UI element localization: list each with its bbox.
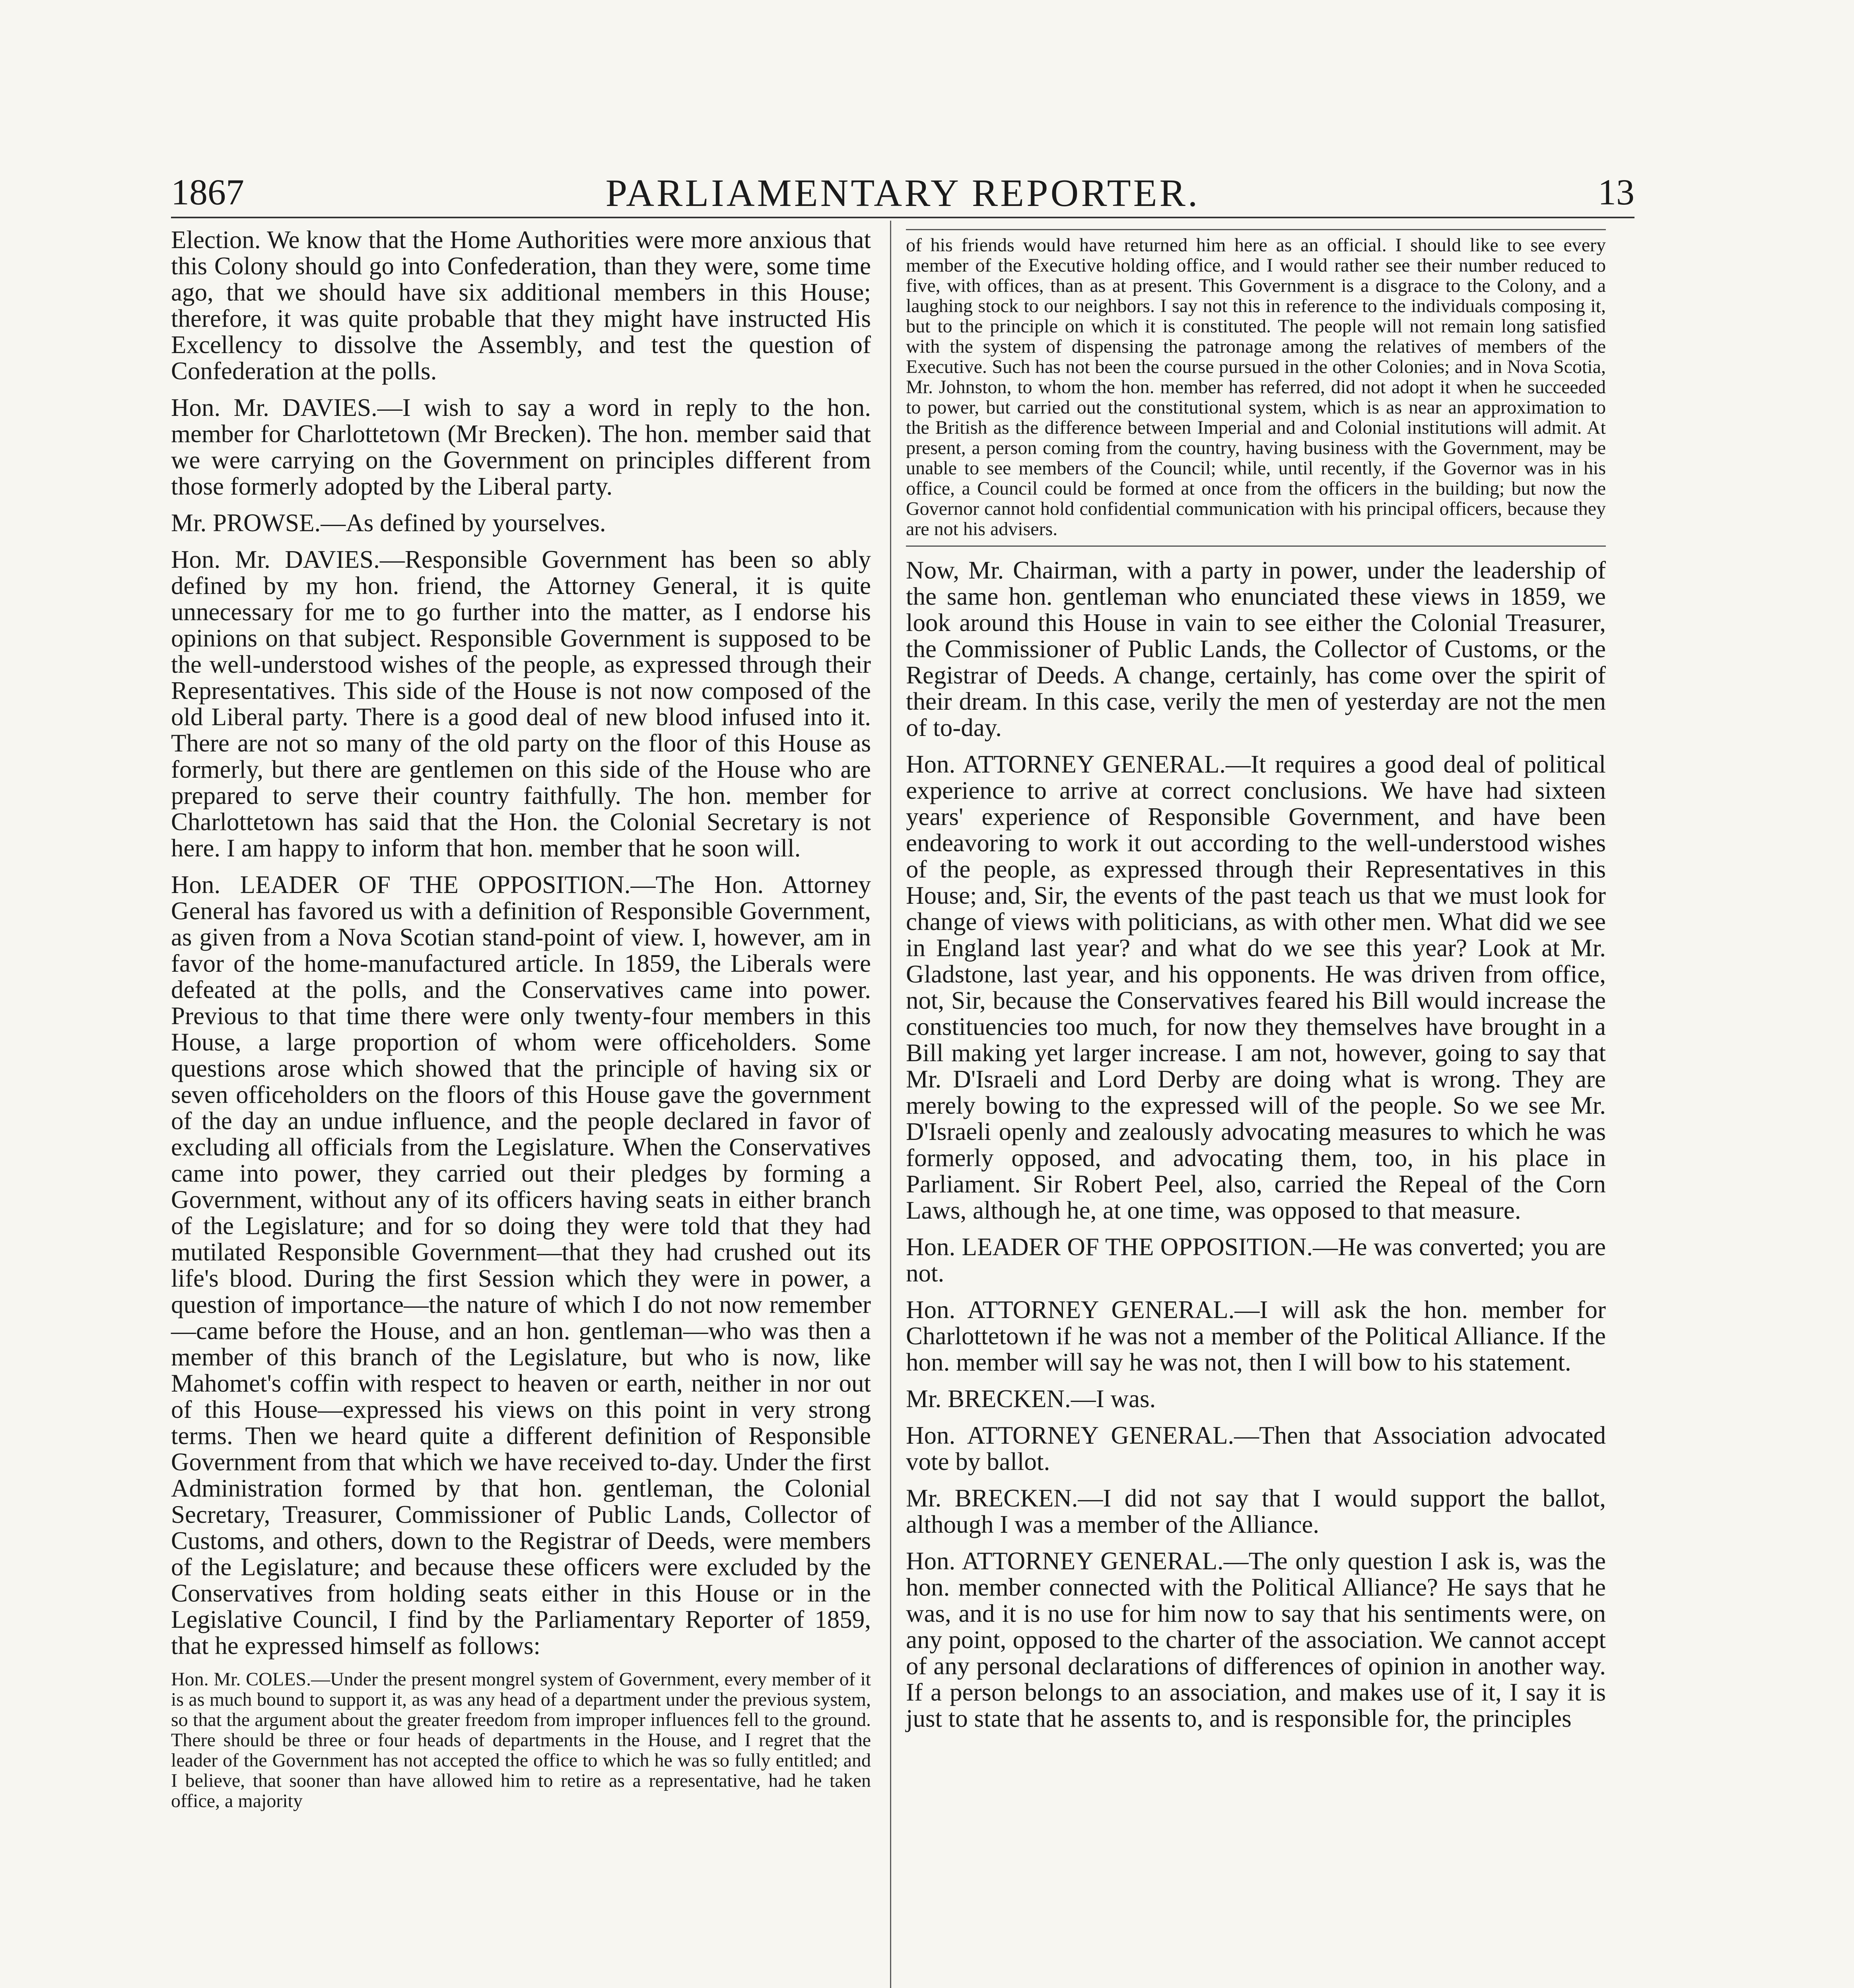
page-number: 13: [1598, 172, 1634, 212]
header-year: 1867: [171, 172, 244, 212]
quoted-extract: Hon. Mr. COLES.—Under the present mongrel system of Government, every member of it is as much bound to support it, as was any head of a department under the previous system, so that the argument about the greater freedom from improper influences fell to the ground. There should be three or four heads of departments in the House, and I regret that the leader of the Government has not accepted the office to which he was so fully entitled; and I believe, that sooner than have allowed him to retire as a representative, had he taken office, a majority: [171, 1669, 871, 1811]
paragraph: Hon. LEADER OF THE OPPOSITION.—The Hon. Attorney General has favored us with a definition of Responsible Government, as given from a Nova Scotian stand-point of view. I, however, am in favor of the home-manufactured article. In 1859, the Liberals were defeated at the polls, and the Conservatives came into power. Previous to that time there were only twenty-four members in this House, a large proportion of whom were officeholders. Some questions arose which showed that the principle of having six or seven officeholders on the floors of this House gave the government of the day an undue influence, and the people declared in favor of excluding all officials from the Legislature. When the Conservatives came into power, they carried out their pledges by forming a Government, without any of its officers having seats in either branch of the Legislature; and for so doing they were told that they had mutilated Responsible Government—that they had crushed out its life's blood. During the first Session which they were in power, a question of importance—the nature of which I do not now remember—came before the House, and an hon. gentleman—who was then a member of this branch of the Legislature, but who is now, like Mahomet's coffin with respect to heaven or earth, neither in nor out of this House—expressed his views on this point in very strong terms. Then we heard quite a different definition of Responsible Government from that which we have received to-day. Under the first Administration formed by that hon. gentleman, the Colonial Secretary, Treasurer, Commissioner of Public Lands, Collector of Customs, and others, down to the Registrar of Deeds, were members of the Legislature; and because these officers were excluded by the Conservatives from holding seats either in this House or in the Legislative Council, I find by the Parliamentary Reporter of 1859, that he expressed himself as follows:: [171, 871, 871, 1660]
right-column: [906, 227, 1606, 1742]
paragraph: Hon. Mr. DAVIES.—Responsible Government has been so ably defined by my hon. friend, the Attorney General, it is quite unnecessary for me to go further into the matter, as I endorse his opinions on that subject. Responsible Government is supposed to be the well-understood wishes of the people, as expressed through their Representatives. This side of the House is not now composed of the old Liberal party. There is a good deal of new blood infused into it. There are not so many of the old party on the floor of this House as formerly, but there are gentlemen on this side of the House who are prepared to serve their country faithfully. The hon. member for Charlottetown has said that the Hon. the Colonial Secretary is not here. I am happy to inform that hon. member that he soon will.: [171, 546, 871, 862]
page-header: [171, 167, 1634, 215]
paragraph: Mr. BRECKEN.—I did not say that I would support the ballot, although I was a member of the Alliance.: [906, 1484, 1606, 1538]
paragraph: Hon. ATTORNEY GENERAL.—I will ask the hon. member for Charlottetown if he was not a member of the Political Alliance. If the hon. member will say he was not, then I will bow to his statement.: [906, 1296, 1606, 1376]
paragraph: Mr. PROWSE.—As defined by yourselves.: [171, 509, 606, 537]
quoted-extract-text: of his friends would have returned him here as an official. I should like to see every member of the Executive holding office, and I would rather see their number reduced to five, with offices, than as at present. This Government is a disgrace to the Colony, and a laughing stock to our neighbors. I say not this in reference to the individuals composing it, but to the principle on which it is constituted. The people will not remain long satisfied with the system of dispensing the patronage among the relatives of members of the Executive. Such has not been the course pursued in the other Colonies; and in Nova Scotia, Mr. Johnston, to whom the hon. member has referred, did not adopt it when he succeeded to power, but carried out the constitutional system, which is as near an approximation to the British as the difference between Imperial and and Colonial institutions will admit. At present, a person coming from the country, having business with the Government, may be unable to see members of the Council; while, until recently, if the Governor was in his office, a Council could be formed at once from the officers in the building; but now the Governor cannot hold confidential communication with his principal officers, because they are not his advisers.: [906, 235, 1606, 540]
paragraph: Election. We know that the Home Authorities were more anxious that this Colony should go into Confederation, than they were, some time ago, that we should have six additional members in this House; therefore, it was quite probable that they might have instructed His Excellency to dissolve the Assembly, and test the question of Confederation at the polls.: [171, 226, 871, 385]
paragraph: Hon. Mr. DAVIES.—I wish to say a word in reply to the hon. member for Charlottetown (Mr Brecken). The hon. member said that we were carrying on the Government on principles different from those formerly adopted by the Liberal party.: [171, 394, 871, 500]
header-title: PARLIAMENTARY REPORTER.: [605, 172, 1200, 215]
paragraph: Hon. ATTORNEY GENERAL.—Then that Association advocated vote by ballot.: [906, 1421, 1606, 1475]
paragraph: Hon. ATTORNEY GENERAL.—The only question I ask is, was the hon. member connected with the Political Alliance? He says that he was, and it is no use for him now to say that his sentiments were, on any point, opposed to the charter of the association. We cannot accept of any personal declarations of differences of opinion in another way. If a person belongs to an association, and makes use of it, I say it is just to state that he assents to, and is responsible for, the principles: [906, 1547, 1606, 1732]
left-column: [171, 227, 871, 1815]
paragraph: Now, Mr. Chairman, with a party in power, under the leadership of the same hon. gentleman who enunciated these views in 1859, we look around this House in vain to see either the Colonial Treasurer, the Commissioner of Public Lands, the Collector of Customs, or the Registrar of Deeds. A change, certainly, has come over the spirit of their dream. In this case, verily the men of yesterday are not the men of to-day.: [906, 556, 1606, 742]
quoted-extract-continued: [906, 229, 1606, 547]
paragraph: Hon. ATTORNEY GENERAL.—It requires a good deal of political experience to arrive at correct conclusions. We have had sixteen years' experience of Responsible Government, and have been endeavoring to work it out according to the well-understood wishes of the people, as expressed through their Representatives in this House; and, Sir, the events of the past teach us that we must look for change of views with politicians, as with other men. What did we see in England last year? and what do we see this year? Look at Mr. Gladstone, last year, and his opponents. He was driven from office, not, Sir, because the Conservatives feared his Bill would increase the constituencies too much, for now they themselves have brought in a Bill making yet larger increase. I am not, however, going to say that Mr. D'Israeli and Lord Derby are doing what is wrong. They are merely bowing to the expressed will of the people. So we see Mr. D'Israeli openly and zealously advocating measures to which he was formerly opposed, and advocating them, too, in his place in Parliament. Sir Robert Peel, also, carried the Repeal of the Corn Laws, although he, at one time, was opposed to that measure.: [906, 750, 1606, 1224]
column-divider: [890, 221, 891, 1988]
paragraph: Mr. BRECKEN.—I was.: [906, 1385, 1156, 1413]
header-rule: [171, 217, 1634, 218]
paragraph: Hon. LEADER OF THE OPPOSITION.—He was converted; you are not.: [906, 1233, 1606, 1287]
